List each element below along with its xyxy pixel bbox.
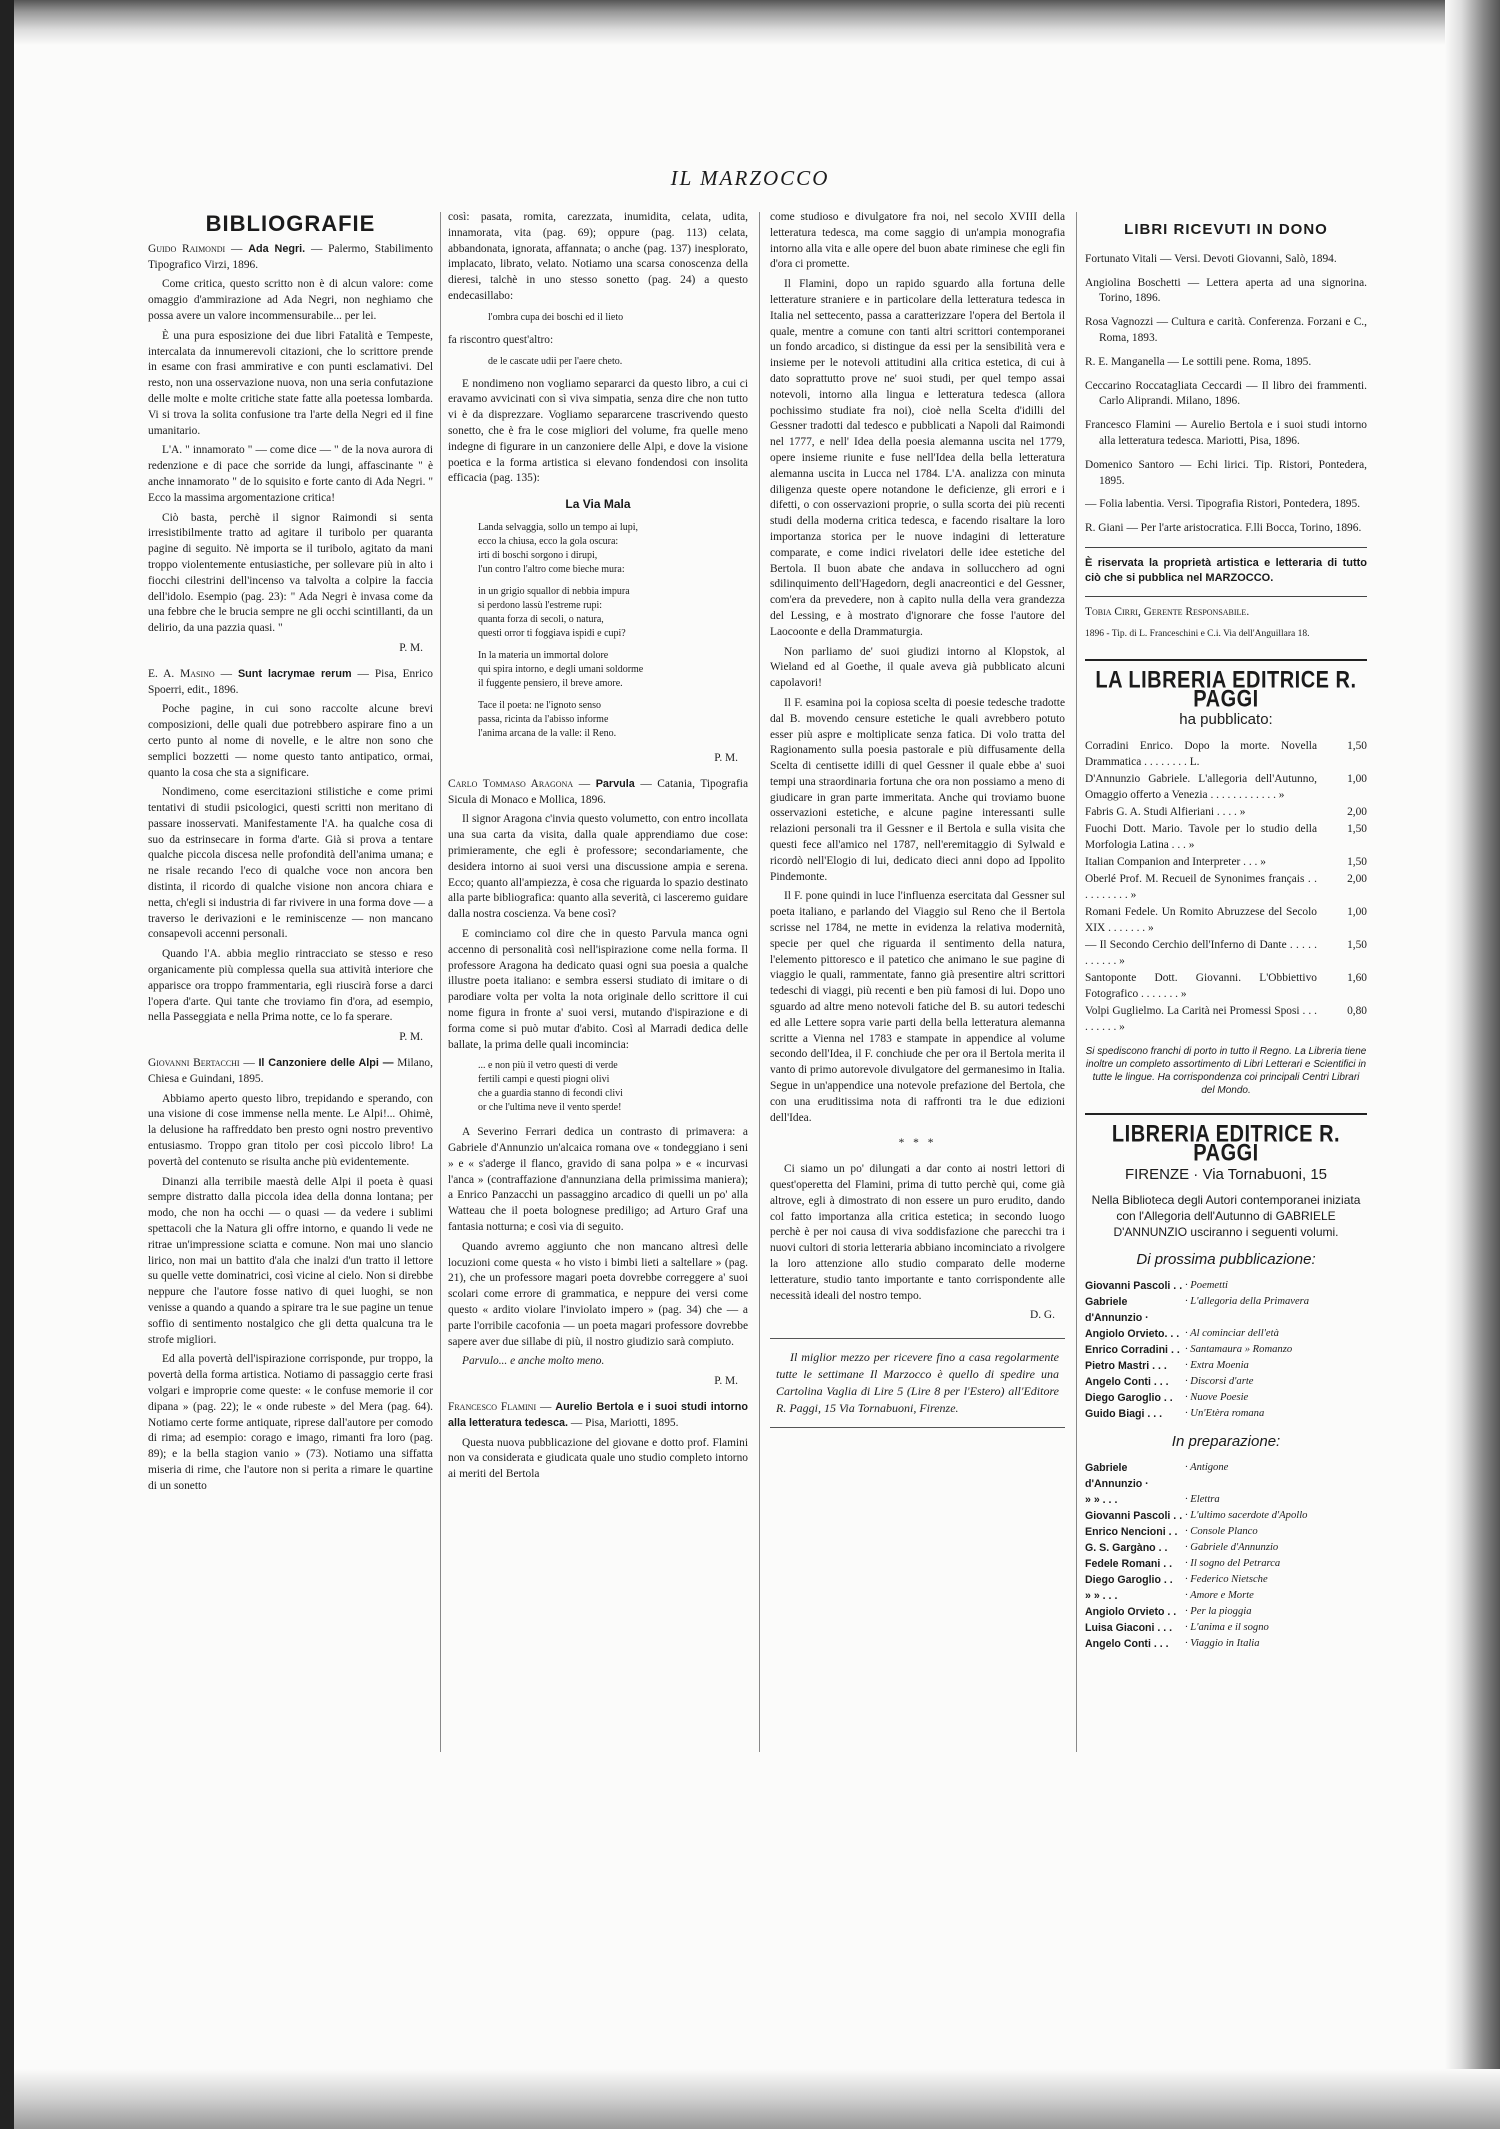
column-3 — [770, 210, 1065, 1830]
list-item: G. S. Gargàno . . · Gabriele d'Annunzio — [1085, 1541, 1279, 1554]
section-separator: * * * — [898, 1137, 937, 1150]
verse-quote: ... e non più il vetro questi di verde fertili campi e questi piogni olivi che a guardia stanno di fecondi clivi or che l'ultima neve il vento sperde! — [478, 1060, 623, 1114]
book-entry: Francesco Flamini — Aurelio Bertola e i suoi studi intorno alla letteratura tedesca. Mariotti, Pisa, 1896. — [1085, 419, 1367, 447]
list-item: Angiolo Orvieto . . · Per la pioggia — [1085, 1605, 1252, 1618]
paragraph: Ciò basta, perchè il signor Raimondi si senta irresistibilmente tratto ad agitare il turibolo per quaranta pagine di seguito. Nè importa se il turibolo, agitato da mani troppo violentemente entusiastiche, per sollevare più in alto i fiocchi cilestrini dell'incenso va talvolta a colpire la faccia dell'idolo. Esempio (pag. 23): " Ada Negri è invasa come da una febbre che le brucia sempre ne gli occhi scintillanti, da un delirio, da una pazzia quasi. " — [148, 511, 433, 635]
paragraph: Abbiamo aperto questo libro, trepidando e sperando, con una visione di cose immense nella mente. Le Alpi!... Ohimè, la delusione ha raffreddato ben presto ogni nostro preventivo entusiasmo. Troppo gran titolo per così piccolo libro! La povertà del contenuto se risulta anche più evidentemente. — [148, 1092, 433, 1168]
paragraph: Poche pagine, in cui sono raccolte alcune brevi composizioni, delle quali due potrebbero aspirare fino a un certo punto al nome di novelle, e le altre non sono che semplici bozzetti — nome questo tanto antipatico, ormai, quanto la cosa che sta a significare. — [148, 703, 433, 779]
in-preparation-list — [1085, 1460, 1367, 1652]
poem-title: La Via Mala — [565, 497, 631, 512]
signature: P. M. — [714, 751, 738, 764]
paragraph: Il signor Aragona c'invia questo volumetto, con entro incollata una sua carta da visita, dalla quale apprendiamo due cose: primieramente, che egli è professore; secondariamente, che desidera intorno ai suoi versi una discussione ampia e serena. Ecco; quanto all'ampiezza, è cosa che riguarda lo spazio destinato alla parte bibliografica: quanto alla severità, ci lasceremo guidare dalla nostra coscienza. Va bene così? — [448, 813, 748, 921]
list-item: Diego Garoglio . . · Nuove Poesie — [1085, 1392, 1249, 1405]
signature: P. M. — [399, 1031, 423, 1044]
scan-left-edge — [0, 0, 14, 2129]
scan-bottom-edge — [0, 2069, 1500, 2129]
publication-row: Fuochi Dott. Mario. Tavole per lo studio della Morfologia Latina . . . » 1,50 — [1085, 822, 1367, 851]
list-item: » » . . . · Elettra — [1085, 1493, 1220, 1506]
advert-body: Nella Biblioteca degli Autori contemporanei iniziata con l'Allegoria dell'Autunno di GABRIELE D'ANNUNZIO usciranno i seguenti volumi. — [1091, 1193, 1361, 1240]
review-heading: Guido Raimondi — Ada Negri. — Palermo, Stabilimento Tipografico Virzi, 1896. — [148, 242, 433, 271]
column-2 — [448, 210, 748, 1830]
advert-subtitle: ha pubblicato: — [1179, 711, 1273, 729]
rights-notice: È riservata la proprietà artistica e letteraria di tutto ciò che si pubblica nel MARZOCCO. — [1085, 556, 1367, 584]
book-entry: Fortunato Vitali — Versi. Devoti Giovanni, Salò, 1894. — [1085, 252, 1337, 265]
publication-row: Corradini Enrico. Dopo la morte. Novella Drammatica . . . . . . . . L. 1,50 — [1085, 739, 1367, 768]
books-received-title: LIBRI RICEVUTI IN DONO — [1124, 221, 1328, 238]
review-heading: E. A. Masino — Sunt lacrymae rerum — Pisa, Enrico Spoerri, edit., 1896. — [148, 667, 433, 696]
verse-quote: de le cascate udii per l'aere cheto. — [488, 355, 623, 367]
divider — [1085, 659, 1367, 661]
running-header: IL MARZOCCO — [670, 166, 830, 190]
list-item: Angiolo Orvieto. . . · Al cominciar dell'età — [1085, 1328, 1279, 1341]
publication-row: Fabris G. A. Studi Alfieriani . . . . » 2,00 — [1085, 805, 1367, 818]
scan-right-edge — [1445, 0, 1500, 2129]
list-item: Fedele Romani . . · Il sogno del Petrarca — [1085, 1557, 1281, 1570]
paragraph: E nondimeno non vogliamo separarci da questo libro, a cui ci eravamo avvicinati con sì viva simpatia, senza dire che non tutto vi è da disprezzare. Vogliamo separarcene trascrivendo questo sonetto, che è fra le cose migliori del volume, fra quelle meno indegne di figurare in un canzoniere delle Alpi, e dove la visione poetica e la forma artistica si elevano fondendosi con insolita efficacia (pag. 135): — [448, 377, 748, 485]
book-entry: R. Giani — Per l'arte aristocratica. F.lli Bocca, Torino, 1896. — [1085, 522, 1362, 535]
divider — [1085, 596, 1367, 597]
advert-title: LIBRERIA EDITRICE R. PAGGI — [1111, 1120, 1341, 1167]
publication-row: D'Annunzio Gabriele. L'allegoria dell'Autunno, Omaggio offerto a Venezia . . . . . . . . . . . . » 1,00 — [1085, 772, 1367, 801]
section-title: BIBLIOGRAFIE — [205, 211, 376, 236]
paragraph: Dinanzi alla terribile maestà delle Alpi il poeta è quasi sempre distratto dalla piccola idea della donna lontana; per modo, che non ha occhi — o quasi — da vedere i sublimi spettacoli che la Natura gli offre intorno, e quando li vede ne ritrae un'impressione sciatta e comune. Non mai uno slancio lirico, non mai un battito d'ala che inalzi d'un tratto il lettore su quelle vette dominatrici, così vicine al cielo. Non si direbbe neppure che l'autore fosse nativo di quei luoghi, se non venisse a quando a quando a spirare tra le sue pagine un tenue soffio di sentimento nostalgico che gli detta qualcuna tra le strofe migliori. — [148, 1175, 433, 1346]
list-item: Angelo Conti . . . · Viaggio in Italia — [1085, 1637, 1260, 1650]
paragraph: Come critica, questo scritto non è di alcun valore: come omaggio d'ammirazione ad Ada Negri, non neghiamo che possa avere un valore incommensurabile... per lei. — [148, 278, 433, 322]
paragraph: Ed alla povertà dell'ispirazione corrisponde, pur troppo, la povertà della forma artistica. Notiamo di passaggio certe frasi volgari e improprie come queste: « le confuse memorie il cor dipana » (pag. 22); le « onde rubeste » del Mera (pag. 64). Notiamo certe forme antiquate, riprese dall'autore per comodo di rima; ad esempio: corago e imago, rimanti fra loro (pag. 89); e la bella stagion vanio » (73). Notiamo una siffatta miseria di rime, che l'autore non si perita a rimare le quartine di un sonetto — [148, 1353, 433, 1492]
signature: P. M. — [399, 641, 423, 654]
column-1 — [148, 210, 433, 1830]
review-heading: Carlo Tommaso Aragona — Parvula — Catania, Tipografia Sicula di Monaco e Mollica, 1896. — [448, 777, 748, 806]
manager-line: Tobia Cirri, Gerente Responsabile. — [1085, 605, 1250, 618]
advert-note: Si spediscono franchi di porto in tutto il Regno. La Libreria tiene inoltre un completo assortimento di Libri Letterari e Scientifici in tutte le lingue. Ha corrispondenza coi principali Centri Librari del Mondo. — [1085, 1045, 1367, 1096]
divider — [1085, 1113, 1367, 1115]
paragraph: Quando avremo aggiunto che non mancano altresì delle locuzioni come questa « ho visto i bimbi lieti a saltellare » (pag. 21), che un professore magari poeta dovrebbe correggere a' suoi scolari come errore di grammatica, e neppure dei versi come questo « ardito violare l'inviolato impero » (pag. 34) che — a parte l'orribile cacofonia — un poeta magari professore dovrebbe sapere aver due sillabe di più, il nostro giudizio sarà compiuto. — [448, 1240, 748, 1348]
book-entry: Domenico Santoro — Echi lirici. Tip. Ristori, Pontedera, 1895. — [1085, 458, 1367, 487]
list-item: » » . . . · Amore e Morte — [1085, 1589, 1254, 1602]
signature: D. G. — [1030, 1309, 1055, 1322]
publication-row: Italian Companion and Interpreter . . . » 1,50 — [1085, 855, 1367, 868]
review-heading: Giovanni Bertacchi — Il Canzoniere delle Alpi — Milano, Chiesa e Guindani, 1895. — [148, 1057, 433, 1085]
paragraph: così: pasata, romita, carezzata, inumidita, celata, udita, innamorata, vita (pag. 69); oppure (pag. 113) celata, abbandonata, ignorata, affannata; o anche (pag. 137) inesplorato, implacato, librato, velato. Notiamo una scarsa conoscenza della dieresi, talchè in uno stesso sonetto (pag. 24) a questo endecasillabo: — [448, 211, 748, 302]
list-item: Enrico Corradini . . · Santamaura » Romanzo — [1085, 1344, 1293, 1357]
publication-list — [1085, 738, 1367, 1035]
publication-row: Romani Fedele. Un Romito Abruzzese del Secolo XIX . . . . . . . » 1,00 — [1085, 905, 1367, 934]
paragraph: Parvulo... e anche molto meno. — [462, 1355, 605, 1368]
paragraph: A Severino Ferrari dedica un contrasto di primavera: a Gabriele d'Annunzio un'alcaica romana ove « tondeggiano i seni » e « s'aderge il flanco, gravido di sana polpa » e « incurvasi l'anca » (contraffazione d'annunziana della primissima maniera); a Enrico Panzacchi un passaggino arcadico di quelli un po' alla Watteau che il poeta bolognese prediligo; ad Arturo Graf una fantasia notturna; e così via di seguito. — [448, 1126, 748, 1234]
paragraph: Non parliamo de' suoi giudizi intorno al Klopstok, al Wieland ed al Goethe, il quale aveva già pubblicato alcuni capolavori! — [770, 645, 1065, 690]
list-item: Luisa Giaconi . . . · L'anima e il sogno — [1085, 1621, 1269, 1634]
verse-quote: l'ombra cupa dei boschi ed il lieto — [488, 311, 624, 323]
list-item: Pietro Mastri . . . · Extra Moenia — [1085, 1360, 1249, 1373]
paragraph: Nondimeno, come esercitazioni stilistiche e come primi tentativi di studii psicologici, questi scritti non meritano di passare inosservati. Manifestamente l'A. ha qualche cosa di suo da estrinsecare in forma d'arte. Già si prova a tentare qualche piccola discesa nelle profondità dell'anima umana; e ne risale recando l'eco di qualche voce non ancora ben distinta, il ricordo di qualche visione non ancora chiara e netta, ch'egli si industria di far rivivere in una forma dove — a traverso le derivazioni e le reminiscenze — non mancano consapevoli accenni personali. — [148, 786, 433, 941]
forthcoming-heading: Di prossima pubblicazione: — [1136, 1251, 1316, 1269]
in-preparation-heading: In preparazione: — [1171, 1433, 1281, 1451]
publication-row: — Il Secondo Cerchio dell'Inferno di Dante . . . . . . . . . . . » 1,50 — [1085, 938, 1367, 967]
publication-row: Volpi Guglielmo. La Carità nei Promessi Sposi . . . . . . . . . » 0,80 — [1085, 1004, 1367, 1033]
paragraph: Il F. pone quindi in luce l'influenza esercitata dal Gessner sul poeta italiano, e parlando del Viaggio sul Reno che il Bertola scrisse nel 1784, ne mette in evidenza la relativa modernità, specie per quel che riguarda il sentimento della natura, l'elemento pittoresco e il patetico che animano le sue pagine di viaggio le quali, rammentate, fanno già presentire altri scrittori tedeschi di viaggi, più recenti e ben più famosi di lui. Dopo uno sguardo ad altre meno notevoli fatiche del B. su autori tedeschi ed alle Lettere sopra varie parti della bella letteratura alemanna scritte a Vienna nel 1783 e stampate in appendice al volume secondo dell'Idea, il F. conchiude che per ora il Bertola merita il vanto di primo autorevole divulgatore del germanesimo in Italia. Segue in un'appendice una notevole prefazione del Bertola, che con una eruditissima nota di raffronti tra le due edizioni dell'Idea. — [770, 890, 1065, 1124]
advert-address: FIRENZE · Via Tornabuoni, 15 — [1124, 1165, 1328, 1183]
book-entry: Ceccarino Roccatagliata Ceccardi — Il libro dei frammenti. Carlo Aliprandi. Milano, 1896. — [1085, 379, 1367, 408]
list-item: Enrico Nencioni . . · Console Planco — [1085, 1525, 1258, 1538]
review-heading: Francesco Flamini — Aurelio Bertola e i suoi studi intorno alla letteratura tedesca. — Pisa, Mariotti, 1895. — [448, 1401, 748, 1429]
paragraph: Quando l'A. abbia meglio rintracciato se stesso e reso organicamente più complessa quella sua attività interiore che apparisce ora troppo frammentaria, egli riuscirà forse a darci l'opera d'arte. Qui tante che troviamo fin d'ora, ad esempio, nella Passeggiata e nella Prima notte, ce lo fa sperare. — [148, 948, 433, 1024]
list-item: Guido Biagi . . . · Un'Etèra romana — [1085, 1408, 1265, 1421]
list-item: Diego Garoglio . . · Federico Nietsche — [1085, 1573, 1268, 1586]
advert-title: LA LIBRERIA EDITRICE R. PAGGI — [1095, 666, 1357, 712]
list-item: Gabriele d'Annunzio · · Antigone — [1085, 1461, 1229, 1490]
column-4 — [1085, 210, 1367, 1830]
list-item: Gabriele d'Annunzio · · L'allegoria della Primavera — [1085, 1296, 1310, 1325]
printer-line: 1896 - Tip. di L. Franceschini e C.i. Via dell'Anguillara 18. — [1085, 628, 1310, 639]
paragraph: È una pura esposizione dei due libri Fatalità e Tempeste, intercalata da innumerevoli citazioni, che lo scrittore prende in esame con frasi ammirative e con punti esclamativi. Del resto, non una osservazione nuova, non una seria confutazione delle molte e molte critiche state fatte alla poetessa lombarda. Vi si trova la solita confusione tra l'arte della Negri ed il fine umanitario. — [148, 329, 433, 437]
paragraph: Questa nuova pubblicazione del giovane e dotto prof. Flamini non va considerata e giudicata quale uno studio completo intorno ai meriti del Bertola — [448, 1436, 748, 1481]
paragraph: come studioso e divulgatore fra noi, nel secolo XVIII della letteratura tedesca, ma come saggio di un'ampia monografia intorno alla vita e alle opere del buon abate riminese che egli fin d'ora ci promette. — [770, 211, 1065, 271]
subscription-notice: Il miglior mezzo per ricevere fino a casa regolarmente tutte le settimane Il Marzocco è quello di spedire una Cartolina Vaglia di Lire 5 (Lire 8 per l'Estero) all'Editore R. Paggi, 15 Via Tornabuoni, Firenze. — [770, 1338, 1065, 1428]
book-entry: Angiolina Boschetti — Lettera aperta ad una signorina. Torino, 1896. — [1085, 276, 1367, 305]
paragraph: E cominciamo col dire che in questo Parvula manca ogni accenno di personalità così nell'ispirazione come nella forma. Il professore Aragona ha dedicato quasi ogni sua poesia a qualche illustre poeta italiano: e sembra essersi studiato di imitare o di parodiare volta per volta la nota originale dello scrittore il cui nome figura in fronte a' suoi versi, mutando d'ispirazione e di forma come si può mutar d'abito. Così al Marradi dedica delle ballate, la prima delle quali incomincia: — [448, 927, 748, 1051]
paragraph: L'A. " innamorato " — come dice — " de la nova aurora di redenzione e di pace che sorride da lungi, affascinante " è anche innamorato " de lo squisito e forte canto di Ada Negri. " Ecco la massima argomentazione critica! — [148, 444, 433, 504]
divider — [1085, 547, 1367, 548]
paragraph: Il F. esamina poi la copiosa scelta di poesie tedesche tradotte dal B. movendo censure estetiche le quali avrebbero potuto esser più aspre e moltiplicate senza fatica. Di volo tratta del Ragionamento sulla poesia pastorale e più diffusamente della Scelta di centisette idilli di quel Gessner il quale ebbe a' suoi tempi una straordinaria fortuna che ora non possiamo a meno di giudicare in gran parte immeritata. Anche qui troviamo buone osservazioni estetiche, e alcune pagine interessanti sulle relazioni personali tra il Gessner e il Bertola e sulla visita che questi fece all'amico nel 1787, nell'eremitaggio di Sylwald e ricordò nell'Elogio di lui, dedicato dieci anni dopo ad Ippolito Pindemonte. — [770, 696, 1065, 883]
paragraph: Il Flamini, dopo un rapido sguardo alla fortuna delle letterature straniere e in particolare della letteratura tedesca in Italia nel settecento, passa a caratterizzare l'opera del Bertola il quale, mentre a comune con tanti altri scrittori contemporanei un fondo arcadico, si distingue da essi per la sensibilità vera e insieme per le notevoli attitudini alla critica estetica, di cui à dato soprattutto prove ne' suoi studi, per quel tempo assai notevoli, intorno alla lingua e letteratura tedesca (allora pochissimo studiate fra noi), cioè nella Scelta d'idilli del Gessner tradotti dal tedesco e pubblicati a Napoli dal Raimondi nel 1777, e nell' Idea della poesia alemanna uscita nel 1779, opere insieme riunite e fuse nell'Idea della bella letteratura alemanna uscita in Lucca nel 1784. L'A. analizza con minuta diligenza queste opere notandone le deficienze, gli errori e i difetti, o con osservazioni proprie, o sulla scorta dei più recenti studi della moderna critica tedesca, e facendo risaltare la loro importanza storica per le nuove indagini di letterature comparate, e come indici rivelatori delle idee estetiche del Bertola. Il buon abate che andava in sollucchero ad ogni sdilinquimento dell'Hagedorn, degli anacreontici e del Gessner, com'era da prevedere, non à capito nulla della vera grandezza del Lessing, e à mostrato d'ignorare che fosse l'autore del Laocoonte e della Drammaturgia. — [770, 278, 1065, 638]
column-rule — [1076, 212, 1077, 1752]
paragraph: fa riscontro quest'altro: — [448, 333, 554, 346]
list-item: Giovanni Pascoli . . · Poemetti — [1085, 1280, 1228, 1293]
list-item: Angelo Conti . . . · Discorsi d'arte — [1085, 1376, 1254, 1389]
signature: P. M. — [714, 1375, 738, 1388]
list-item: Giovanni Pascoli . . · L'ultimo sacerdote d'Apollo — [1085, 1509, 1308, 1522]
paragraph: Ci siamo un po' dilungati a dar conto ai nostri lettori di quest'operetta del Flamini, prima di tutto perchè qui, come già altrove, egli à dimostrato di non essere un puro erudito, dando col fatto importanza alla critica estetica; in secondo luogo perchè è per noi causa di viva soddisfazione che parecchi tra i nuovi cultori di storia letteraria abbiano incominciato a rivolgere la loro attenzione allo studio comparato delle moderne letterature, studio tanto importante e tanto corrispondente alle necessità ideali del nostro tempo. — [770, 1163, 1065, 1302]
publication-row: Santoponte Dott. Giovanni. L'Obbiettivo Fotografico . . . . . . . » 1,60 — [1085, 971, 1367, 1000]
book-entry: — Folia labentia. Versi. Tipografia Ristori, Pontedera, 1895. — [1085, 498, 1361, 511]
book-entry: R. E. Manganella — Le sottili pene. Roma, 1895. — [1085, 355, 1312, 368]
forthcoming-list — [1085, 1278, 1367, 1422]
column-rule — [759, 212, 760, 1752]
book-entry: Rosa Vagnozzi — Cultura e carità. Conferenza. Forzani e C., Roma, 1893. — [1085, 316, 1367, 344]
column-rule — [440, 212, 441, 1752]
scan-top-edge — [0, 0, 1500, 45]
poem: Landa selvaggia, sollo un tempo ai lupi, ecco la chiusa, ecco la gola oscura: irti di boschi sorgono i dirupi, l'un contro l'altro come bieche mura: in un grigio squallor di nebbia impura si perdono lassù l'estreme rupi: quanta forza di secoli, o natura, questi orror ti foggiava ispidi e cupi? In la materia un immortal dolore qui spira intorno, e degli umani soldorme il fuggente pensiero, il breve amore. Tace il poeta: ne l'ignoto senso passa, ricinta da l'abisso informe l'anima arcana de la valle: il Reno. — [478, 521, 644, 739]
publication-row: Oberlé Prof. M. Recueil de Synonimes français . . . . . . . . . . » 2,00 — [1085, 872, 1367, 901]
